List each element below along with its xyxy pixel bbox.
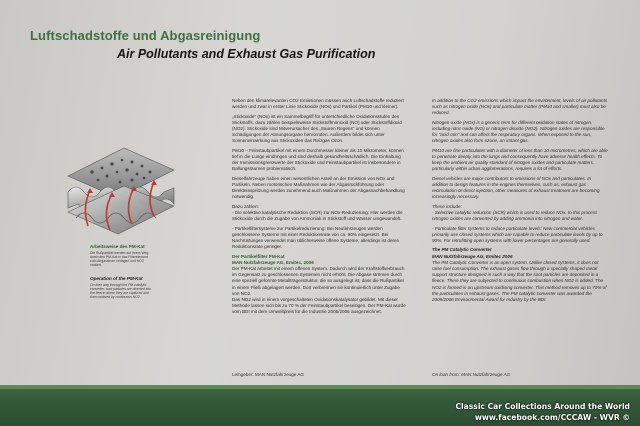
paragraph: Der PM-Kat arbeitet mit einem offenen System. Dadurch wird der Kraftstoffverbrauch im Gegensatz zu geschlossenen Systemen nicht erhöht. Die Abgase strömen durch eine speziell geformte Metallträgerstruktur, die so ausgelegt ist, dass die Rußpartikel in einem Fließ abgelagert werden. Dort verbrennen sie kontinuierlich unter Zugabe von NO2. [232, 266, 405, 296]
paragraph: - Die selektive katalytische Reduktion (SCR) zur NOx-Reduzierung: Hier werden die Stickoxide durch die Zugabe von Ammoniak in Stickstoff und Wasser umgewandelt. [232, 210, 403, 222]
paragraph: Dazu zählen: [232, 203, 259, 209]
paragraph: The PM Catalytic Converter is an open system. Unlike closed systems, it does not raise fuel consumption. The exhaust gases flow through a specially shaped metal support structure designed in such a way that the soot particles are deposited in a fleece. There they are subjected to continuous combustion when NO2 is added. The NO2 is formed in an upstream oxidising converter. This method removes up to 70% of the particulates in exhaust gases. The PM catalytic converter was awarded the 2005/2006 Environmental Award for Industry by the BDI. [432, 259, 607, 303]
title-german: Luftschadstoffe und Abgasreinigung [30, 28, 261, 43]
caption-english [90, 276, 154, 299]
paragraph: PM10 – Feinstaubpartikel mit einem Durchmesser kleiner als 10 Mikrometer, können tief in die Lunge eindringen und sind deshalb gesundheitsschädlich. Die Einhaltung der Immissionsgrenzwerte der Stickoxide und Feinstaubpartikel ist insbesondere in Ballungsräumen problematisch. [232, 147, 404, 172]
paragraph: - Particulate filter systems to reduce particulate levels: New commercial vehicles primarily use closed systems which are capable to reduce particulate levels by up to 90%. For retrofitting open systems with lower percentages are generally used. [432, 225, 603, 243]
footer-divider [0, 385, 640, 389]
paragraph: - Partikelfiltersysteme zur Partikelreduzierung: Bei Neufahrzeugen werden geschlossene Systeme mit einer Reduktionsrate von ca. 90% eingesetzt. Bei Nachrüstungen verwendet man üblicherweise offene Systeme, allerdings ist deren Reduktionsrate geringer. [232, 225, 400, 250]
subsection-heading: Der Partikelfilter PM-Kat [232, 253, 285, 259]
paragraph: - Selective catalytic reduction (SCR) which is used to reduce NOx. In this process nitrogen oxides are converted by adding ammonia into nitrogen and water. [432, 210, 598, 222]
paragraph: These include: [432, 203, 462, 209]
watermark-line-1: Classic Car Collections Around the World [455, 402, 630, 411]
caption-english-heading: Operation of the PM-Kat [90, 276, 143, 281]
subsection-heading: The PM Catalytic Converter [432, 247, 492, 253]
credit-english: On loan from: MAN Nutzfahrzeuge AG [432, 372, 511, 377]
caption-german-heading: Arbeitsweise des PM-Kat [90, 244, 145, 249]
credit-german: Leihgeber: MAN Nutzfahrzeuge AG [232, 372, 305, 377]
paragraph: Dieselfahrzeuge haben einen wesentlichen Anteil an der Emission von NOx und Partikeln. Neben motorischen Maßnahmen wie der Abgasrückführung oder Direkteinspritzung werden zunehmend auch Maßnahmen der Abgasnachbehandlung notwendig. [232, 175, 405, 200]
paragraph: Diesel vehicles are major contributors to emissions of NOx and particulates. In addition to design features in the engines themselves, such as, exhaust gas recirculation or direct injection, other measures of exhaust treatment are becoming increasingly necessary. [432, 175, 600, 200]
title-english: Air Pollutants and Exhaust Gas Purification [117, 47, 376, 61]
caption-german-text: Die Rußpartikel werden auf ihrem Weg durch den PM-Kat in das Filterelement zum Abgasstrom verlagert und NO2 oxidiert. [90, 251, 149, 268]
subsection-award: MAN Nutzfahrzeuge AG, Emitec 2006 [432, 253, 513, 259]
paragraph: „Stickoxide" (NOx) ist ein Sammelbegriff für unterschiedliche Oxidationsstufen des Stickstoffs, dazu zählen beispielsweise Stickstoffmonoxid (NO) oder Stickstoffdioxid (NO2). Stickoxide sind Mitverursacher des „Sauren Regens" und können Schädigungen der Atmungsorgane hervorrufen. Außerdem bildet sich unter Sonneneinwirkung aus Stickoxiden das Reizgas Ozon. [232, 113, 402, 144]
paragraph: Nitrogen oxide (NOx) is a generic term for different oxidation states of nitrogen, including nitric oxide (NO) or nitrogen dioxide (NO2). Nitrogen oxides are responsible for "acid rain" and can affect the respiratory organs. When exposed to the sun, nitrogen oxides also form ozone, an irritant gas. [432, 119, 605, 144]
english-text-column [432, 98, 608, 306]
subsection-award: MAN Nutzfahrzeuge AG, Emitec, 2006 [232, 259, 314, 265]
watermark-line-2: www.facebook.com/CCCAW - WVR © [474, 413, 630, 422]
paragraph: PM10 are fine particulates with a diameter of less than 10 micrometres, which are able to penetrate deeply into the lungs and consequently have adverse health effects. To keep the ambient air quality standard of nitrogen oxides and particulate matters, particularly within urban agglomerations, requires a lot of efforts. [432, 147, 608, 172]
paragraph: Neben den klimarelevanten CO2 Emissionen müssen auch Luftschadstoffe reduziert werden und zwar in erster Linie Stickoxide (NOx) und Partikel (PM10 und kleiner). [232, 98, 404, 110]
german-text-column [232, 98, 408, 319]
caption-english-text: On their way through the PM-catalytic converter, soot particles are diverted into the fleece where they are captured and then oxidised by continuous NO2. [90, 283, 152, 300]
paragraph: In addition to the CO2 emissions which impact the environment, levels of air pollutants such as nitrogen oxide (NOx) and particulate matter (PM10 and smaller) must also be reduced. [432, 98, 608, 116]
paragraph: Das NO2 wird in einem vorgeschalteten Oxidationskatalysator gebildet. Mit dieser Methode lassen sich bis zu 70 % der Feinstaubpartikel beseitigen. Der PM-Kat wurde vom BDI mit dem Umweltpreis für die Industrie 2005/2006 ausgezeichnet. [232, 297, 406, 315]
pm-kat-structure-illustration [62, 142, 180, 242]
caption-german [90, 244, 154, 267]
